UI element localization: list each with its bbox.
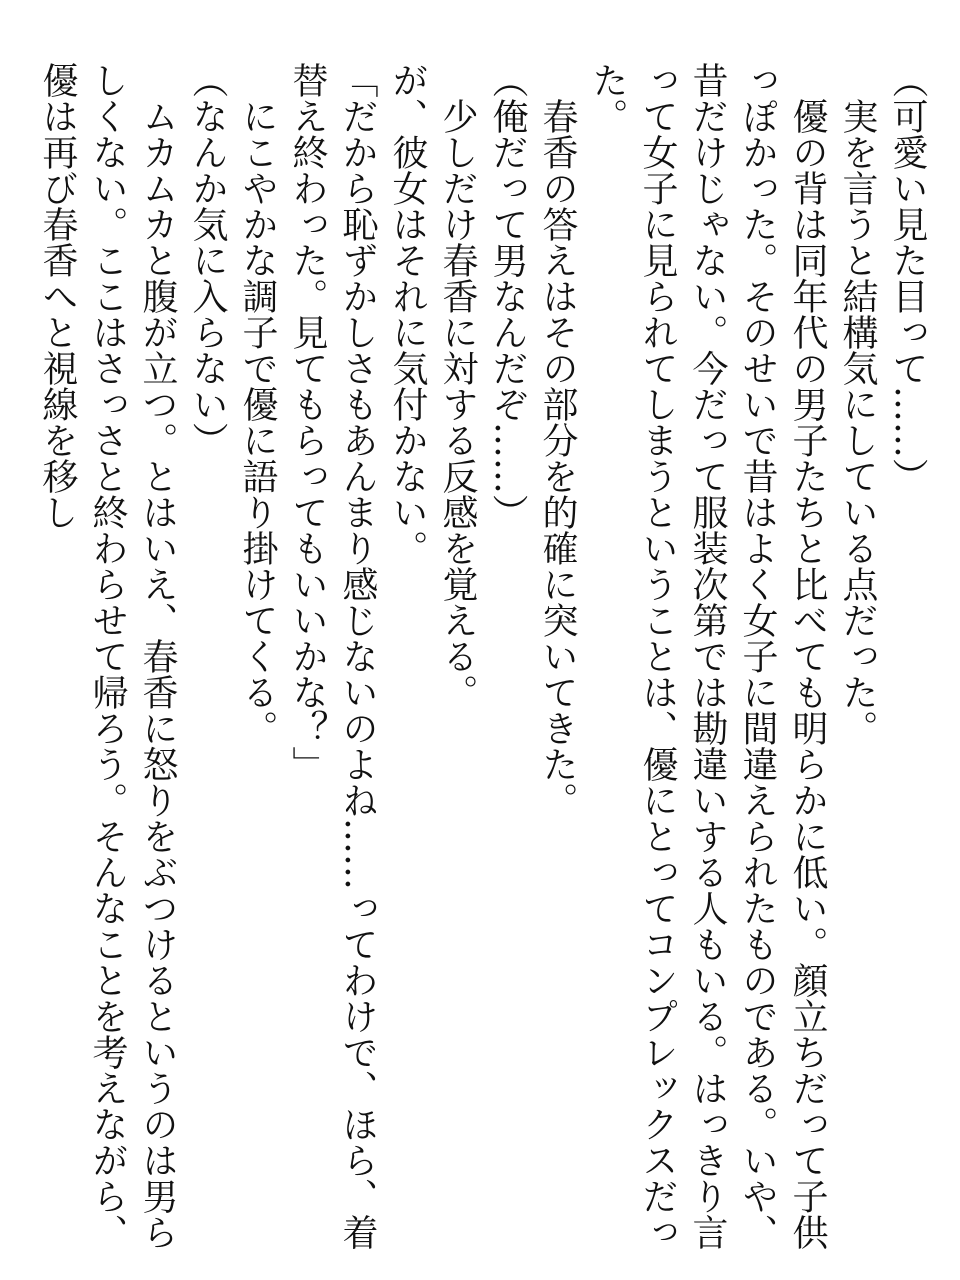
text-paragraph: 実を言うと結構気にしている点だった。 [837,98,878,746]
text-paragraph: 少しだけ春香に対する反感を覚える。 [437,98,478,710]
text-paragraph: （なんか気に入らない） [187,62,228,458]
text-paragraph: （俺だって男なんだぞ……） [487,62,528,530]
text-paragraph: 「だから恥ずかしさもあんまり感じないのよね……ってわけで、ほら、着替え終わった。見てもらってもいいかな？」 [287,62,378,1250]
vertical-text-column-block [22,62,932,1262]
text-paragraph: にこやかな調子で優に語り掛けてくる。 [237,98,278,746]
text-paragraph: （可愛い見た目って……） [887,62,928,494]
text-paragraph: ムカムカと腹が立つ。とはいえ、春香に怒りをぶつけるというのは男らしくない。ここはさっさと終わらせて帰ろう。そんなことを考えながら、優は再び春香へと視線を移し [37,62,178,1250]
text-paragraph: 春香の答えはその部分を的確に突いてきた。 [537,98,578,818]
text-paragraph: が、彼女はそれに気付かない。 [387,62,428,566]
text-paragraph: 優の背は同年代の男子たちと比べても明らかに低い。顔立ちだって子供っぽかった。そのせいで昔はよく女子に間違えられたものである。いや、昔だけじゃない。今だって服装次第では勘違いする人もいる。はっきり言って女子に見られてしまうということは、優にとってコンプレックスだった。 [587,62,828,1250]
scene-break-dash [22,62,32,1262]
